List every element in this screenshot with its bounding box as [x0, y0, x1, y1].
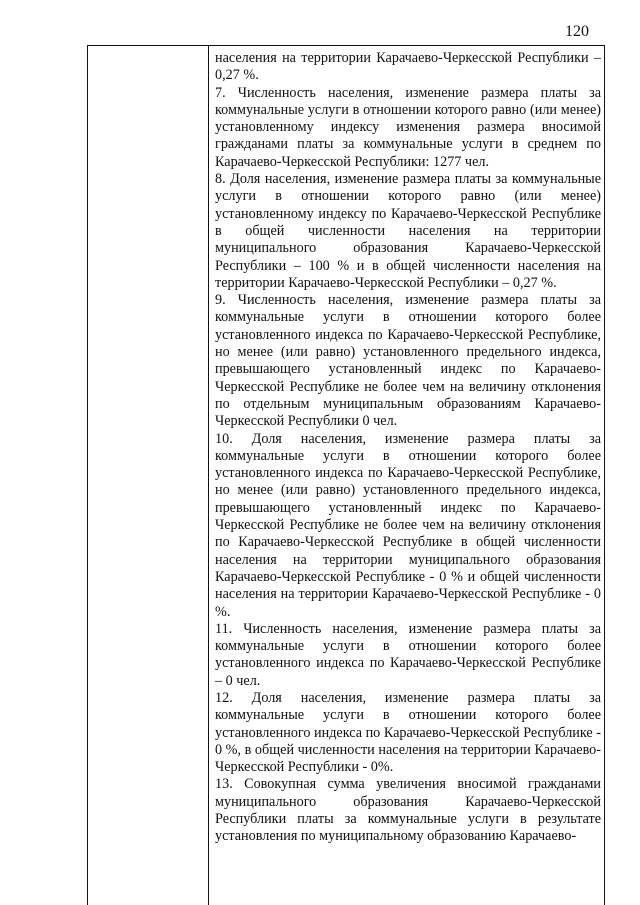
left-table-cell: [88, 46, 208, 905]
paragraph-item-10: 10. Доля населения, изменение размера платы за коммунальные услуги в отношении которого более установленного индекса по Карачаево-Черкесской Республике, но менее (или равно) установленного предельного индекса, превышающего установленный индекс по Карачаево-Черкесской Республике не более чем на величину отклонения по Карачаево-Черкесской Республике в общей численности населения на территории муниципального образования Карачаево-Черкесской Республике - 0 % и общей численности населения на территории Карачаево-Черкесской Республике - 0 %.: [215, 430, 601, 620]
right-table-cell: [215, 50, 601, 846]
paragraph-item-9: 9. Численность населения, изменение размера платы за коммунальные услуги в отношении которого более установленного индекса по Карачаево-Черкесской Республике, но менее (или равно) установленного предельного индекса, превышающего установленный индекс по Карачаево-Черкесской Республике не более чем на величину отклонения по отдельным муниципальным образованиям Карачаево-Черкесской Республики 0 чел.: [215, 292, 601, 430]
paragraph-continuation: населения на территории Карачаево-Черкесской Республики – 0,27 %.: [215, 50, 601, 84]
page-number: 120: [565, 23, 589, 40]
paragraph-item-13: 13. Совокупная сумма увеличения вносимой гражданами муниципального образования Карачаево-Черкесской Республики платы за коммунальные услуги в результате установления по муниципальному образованию Карачаево-: [215, 776, 601, 845]
document-table: [87, 45, 605, 905]
paragraph-item-11: 11. Численность населения, изменение размера платы за коммунальные услуги в отношении которого более установленного индекса по Карачаево-Черкесской Республике – 0 чел.: [215, 620, 601, 689]
paragraph-item-7: 7. Численность населения, изменение размера платы за коммунальные услуги в отношении которого равно (или менее) установленному индексу изменения размера вносимой гражданами платы за коммунальные услуги в среднем по Карачаево-Черкесской Республики: 1277 чел.: [215, 84, 601, 170]
paragraph-item-12: 12. Доля населения, изменение размера платы за коммунальные услуги в отношении которого более установленного индекса по Карачаево-Черкесской Республике - 0 %, в общей численности населения на территории Карачаево-Черкесской Республики - 0%.: [215, 689, 601, 776]
paragraph-item-8: 8. Доля населения, изменение размера платы за коммунальные услуги в отношении которого равно (или менее) установленному индексу по Карачаево-Черкесской Республике в общей численности населения на территории муниципального образования Карачаево-Черкесской Республики – 100 % и в общей численности населения на территории Карачаево-Черкесской Республики – 0,27 %.: [215, 171, 601, 291]
column-divider: [208, 46, 209, 905]
